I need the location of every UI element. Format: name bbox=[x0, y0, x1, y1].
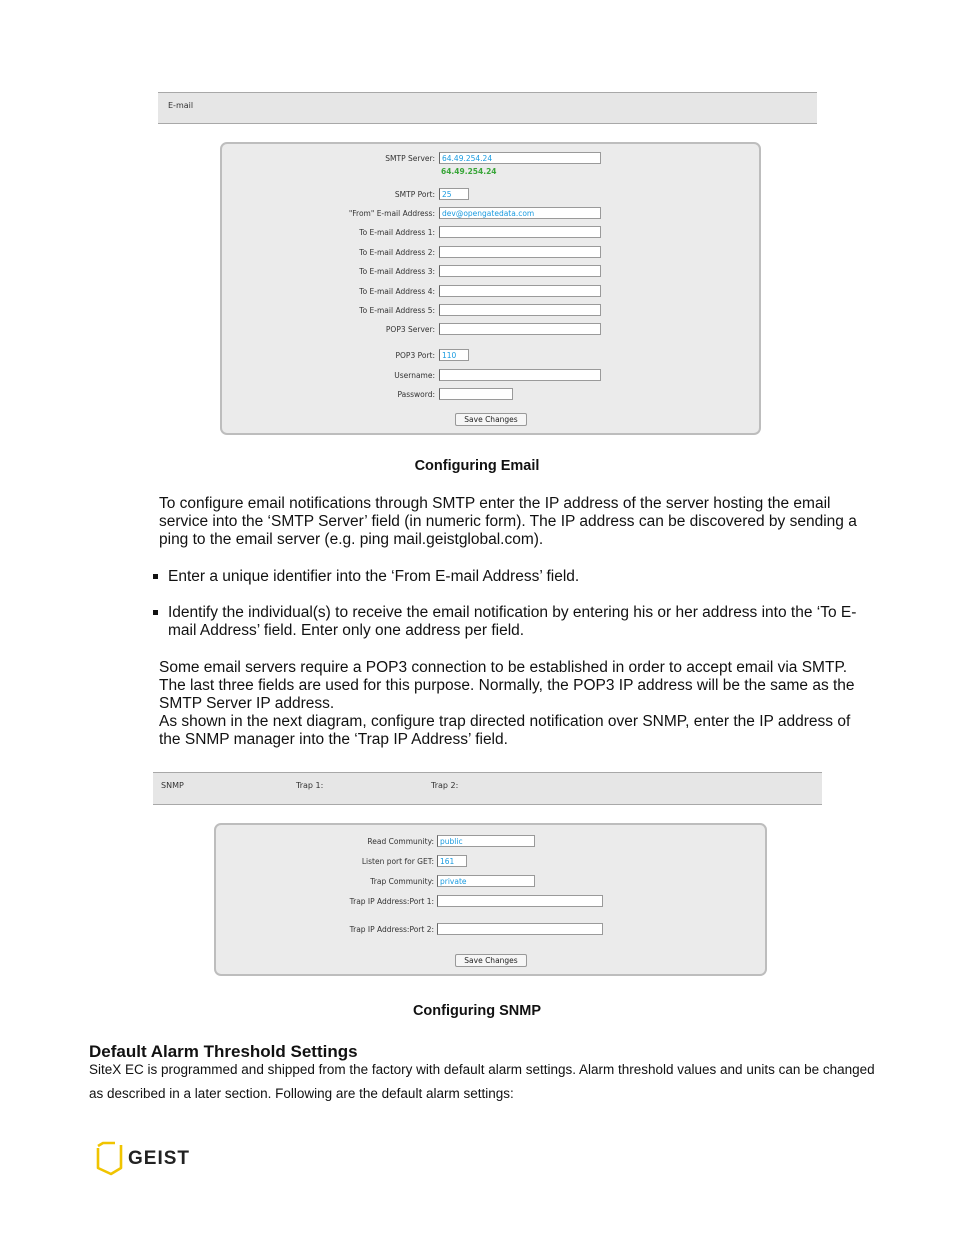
snmp-intro-paragraph: As shown in the next diagram, configure trap directed notification over SNMP, enter the IP address of the SNMP manager into the ‘Trap IP Address’ field. bbox=[159, 713, 851, 748]
smtp-server-row bbox=[222, 152, 759, 166]
smtp-port-label: SMTP Port: bbox=[394, 190, 435, 199]
smtp-server-input[interactable]: 64.49.254.24 bbox=[439, 152, 601, 164]
listen-port-input[interactable]: 161 bbox=[437, 855, 467, 867]
email-tab-label[interactable]: E-mail bbox=[168, 101, 194, 110]
bullet-to-address bbox=[168, 604, 874, 640]
logo-wordmark: GEIST bbox=[128, 1148, 191, 1169]
to-email-5-input[interactable] bbox=[439, 304, 601, 316]
snmp-tab-label[interactable]: SNMP bbox=[161, 781, 184, 790]
to-email-4-input[interactable] bbox=[439, 285, 601, 297]
trap2-tab-label[interactable]: Trap 2: bbox=[431, 781, 459, 790]
to-email-5-row bbox=[222, 304, 759, 318]
to-email-1-label: To E-mail Address 1: bbox=[359, 228, 435, 237]
trap-community-input[interactable]: private bbox=[437, 875, 535, 887]
bullet-from-address-text: Enter a unique identifier into the ‘From E-mail Address’ field. bbox=[168, 568, 580, 585]
snmp-settings-form bbox=[214, 823, 767, 976]
snmp-figure-caption: Configuring SNMP bbox=[412, 1003, 542, 1019]
pop3-server-input[interactable] bbox=[439, 323, 601, 335]
bullet-marker bbox=[153, 610, 158, 615]
read-community-input[interactable]: public bbox=[437, 835, 535, 847]
username-row bbox=[222, 369, 759, 383]
snmp-save-changes-button[interactable]: Save Changes bbox=[455, 954, 527, 967]
bullet-to-address-text: Identify the individual(s) to receive the email notification by entering his or her address into the ‘To E-mail Address’ field. Enter only one address per field. bbox=[168, 604, 857, 639]
password-label: Password: bbox=[397, 390, 435, 399]
from-email-input[interactable]: dev@opengatedata.com bbox=[439, 207, 601, 219]
to-email-1-input[interactable] bbox=[439, 226, 601, 238]
geist-logo-mark bbox=[95, 1140, 195, 1176]
trap-ip-port-2-input[interactable] bbox=[437, 923, 603, 935]
section-heading: Default Alarm Threshold Settings bbox=[89, 1042, 358, 1061]
read-community-label: Read Community: bbox=[367, 837, 434, 846]
pop3-port-row bbox=[222, 349, 759, 363]
smtp-server-label: SMTP Server: bbox=[385, 154, 435, 163]
snmp-panel-header bbox=[153, 772, 822, 805]
listen-port-label: Listen port for GET: bbox=[361, 857, 434, 866]
to-email-3-input[interactable] bbox=[439, 265, 601, 277]
to-email-4-row bbox=[222, 285, 759, 299]
pop3-server-label: POP3 Server: bbox=[385, 325, 435, 334]
pop3-paragraph: Some email servers require a POP3 connection to be established in order to accept email via SMTP. The last three fields are used for this purpose. Normally, the POP3 IP address will be the same as the SMTP Server IP address. bbox=[159, 659, 855, 712]
trap-ip-port-1-input[interactable] bbox=[437, 895, 603, 907]
to-email-2-row bbox=[222, 246, 759, 260]
trap-ip-port-2-label: Trap IP Address:Port 2: bbox=[349, 925, 434, 934]
email-figure-caption: Configuring Email bbox=[414, 458, 540, 474]
from-email-label: "From" E-mail Address: bbox=[348, 209, 435, 218]
trap1-tab-label[interactable]: Trap 1: bbox=[296, 781, 324, 790]
username-input[interactable] bbox=[439, 369, 601, 381]
section-body: SiteX EC is programmed and shipped from the factory with default alarm settings. Alarm threshold values and units can be changed as described in a later section. Following are the default alarm settings: bbox=[89, 1062, 875, 1101]
pop3-port-label: POP3 Port: bbox=[395, 351, 435, 360]
trap-community-row bbox=[216, 875, 765, 889]
to-email-1-row bbox=[222, 226, 759, 240]
listen-port-row bbox=[216, 855, 765, 869]
smtp-server-resolved: 64.49.254.24 bbox=[441, 167, 497, 176]
trap-ip-port-1-label: Trap IP Address:Port 1: bbox=[349, 897, 434, 906]
email-save-changes-button[interactable]: Save Changes bbox=[455, 413, 527, 426]
trap-ip-port-1-row bbox=[216, 895, 765, 909]
trap-ip-port-2-row bbox=[216, 923, 765, 937]
email-settings-form bbox=[220, 142, 761, 435]
from-email-row bbox=[222, 207, 759, 221]
to-email-3-row bbox=[222, 265, 759, 279]
to-email-4-label: To E-mail Address 4: bbox=[359, 287, 435, 296]
email-panel-header bbox=[158, 92, 817, 124]
password-row bbox=[222, 388, 759, 402]
read-community-row bbox=[216, 835, 765, 849]
pop3-server-row bbox=[222, 323, 759, 337]
bullet-marker bbox=[153, 574, 158, 579]
to-email-5-label: To E-mail Address 5: bbox=[359, 306, 435, 315]
to-email-2-input[interactable] bbox=[439, 246, 601, 258]
to-email-2-label: To E-mail Address 2: bbox=[359, 248, 435, 257]
pop3-port-input[interactable]: 110 bbox=[439, 349, 469, 361]
to-email-3-label: To E-mail Address 3: bbox=[359, 267, 435, 276]
trap-community-label: Trap Community: bbox=[370, 877, 434, 886]
smtp-port-row bbox=[222, 188, 759, 202]
bullet-from-address bbox=[168, 568, 874, 586]
password-input[interactable] bbox=[439, 388, 513, 400]
geist-logo bbox=[95, 1140, 195, 1181]
smtp-instructions-paragraph: To configure email notifications through SMTP enter the IP address of the server hosting the email service into the ‘SMTP Server’ field (in numeric form). The IP address can be discovered by sending a ping to the email server (e.g. ping mail.geistglobal.com). bbox=[159, 495, 857, 548]
smtp-port-input[interactable]: 25 bbox=[439, 188, 469, 200]
username-label: Username: bbox=[394, 371, 435, 380]
